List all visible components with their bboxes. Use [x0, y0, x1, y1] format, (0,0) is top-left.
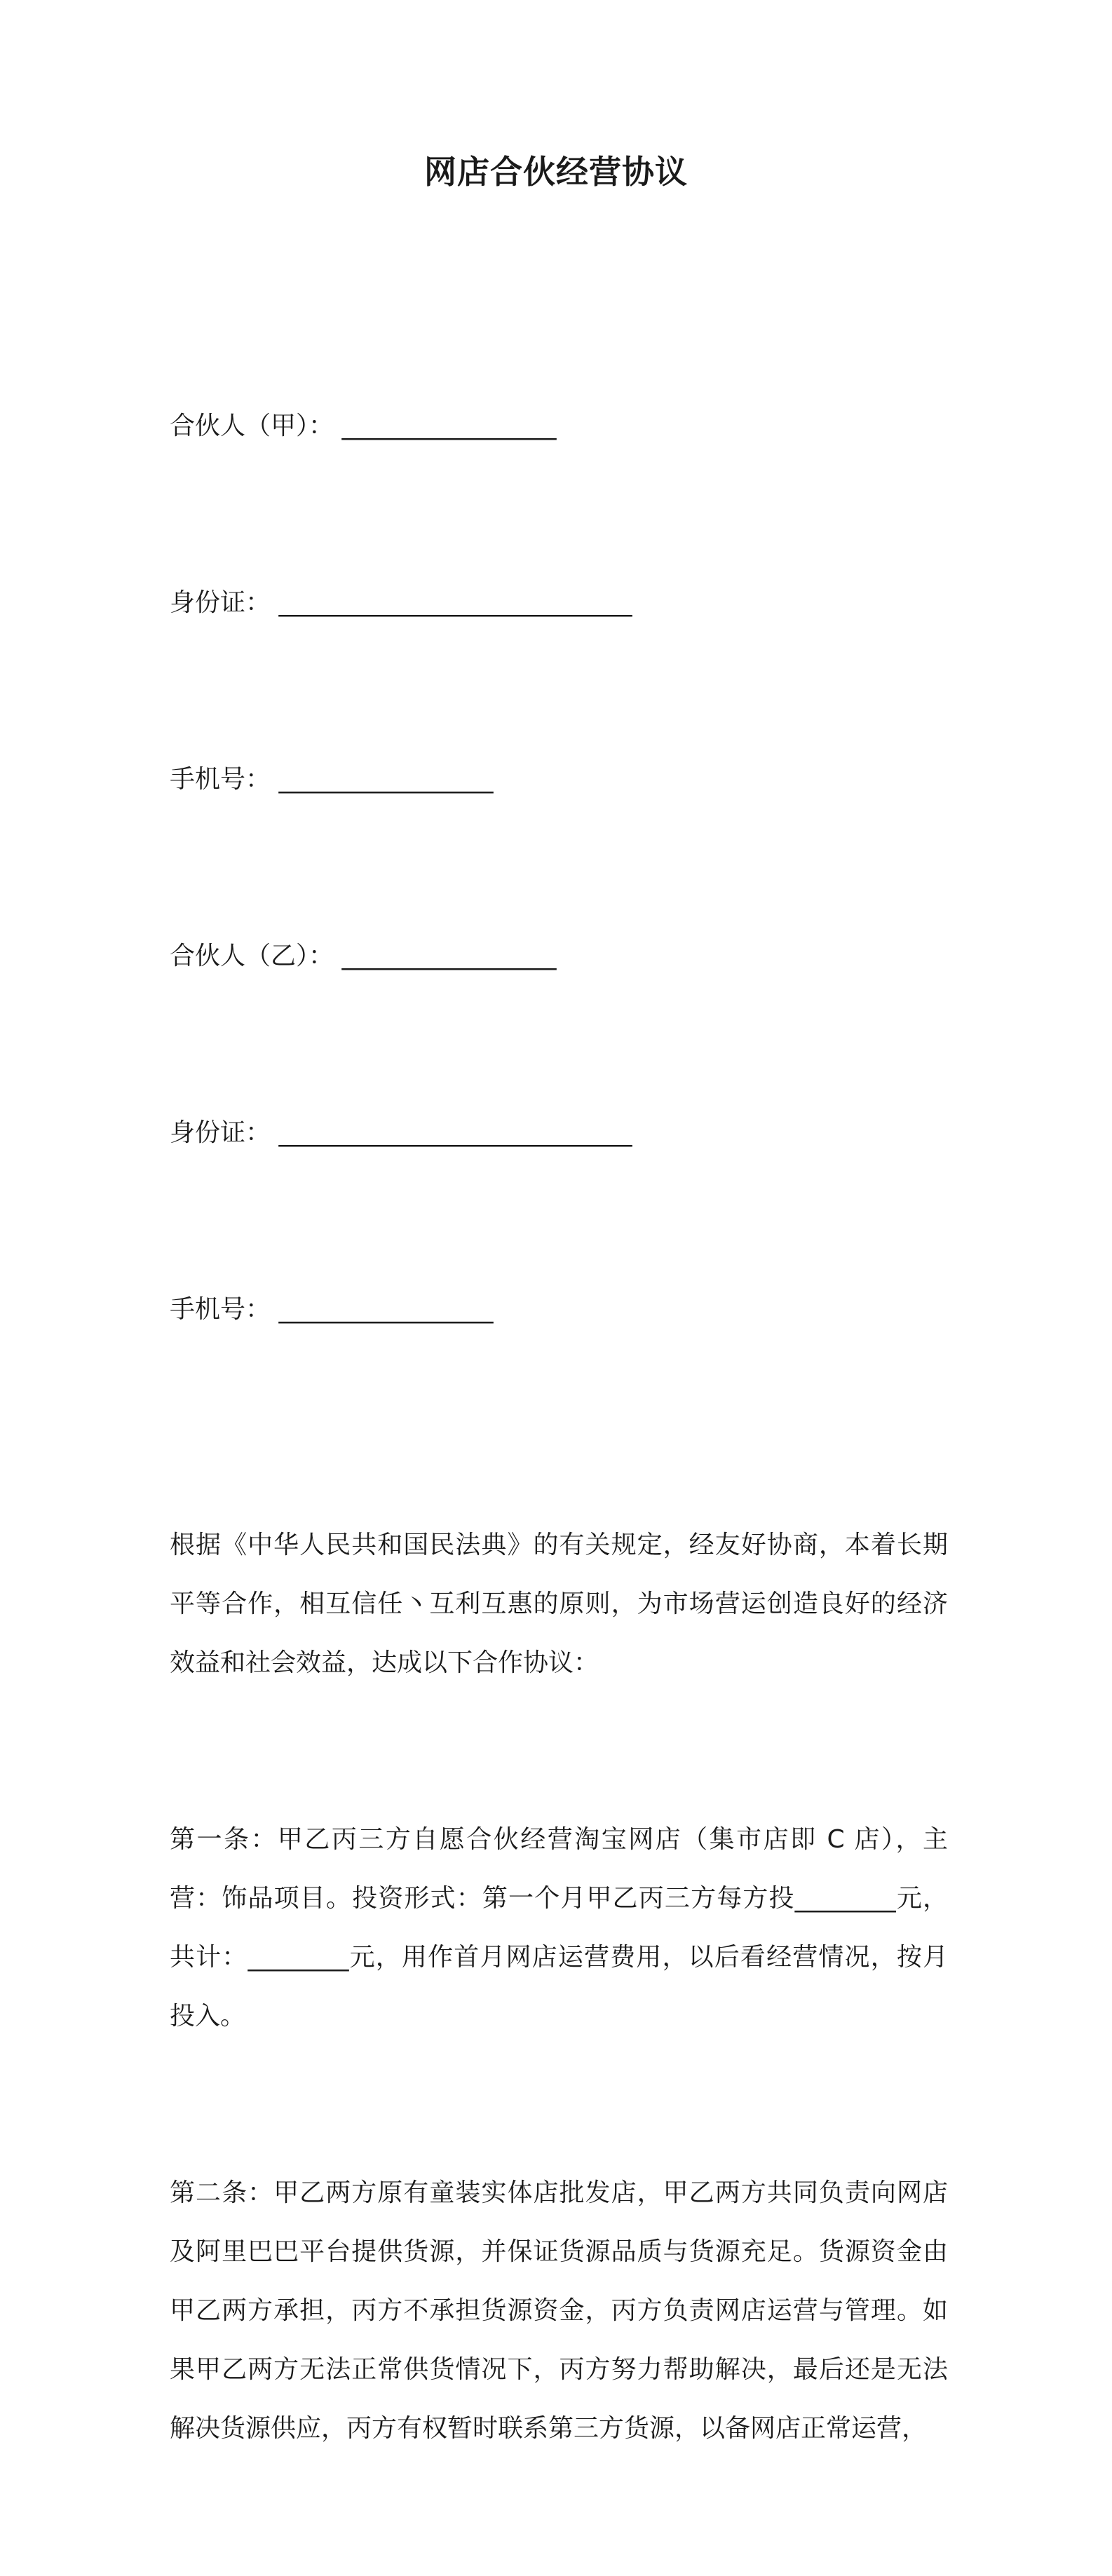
article-1-paragraph: 第一条：甲乙丙三方自愿合伙经营淘宝网店（集市店即 C 店），主营：饰品项目。投资形式：第一个月甲乙丙三方每方投________元，共计：________元，用作首月网店运营费用，以后看经营情况，按月投入。 [170, 1825, 948, 2031]
article-2-paragraph: 第二条：甲乙两方原有童装实体店批发店，甲乙两方共同负责向网店及阿里巴巴平台提供货源，并保证货源品质与货源充足。货源资金由甲乙两方承担，丙方不承担货源资金，丙方负责网店运营与管理。如果甲乙两方无法正常供货情况下，丙方努力帮助解决，最后还是无法解决货源供应，丙方有权暂时联系第三方货源，以备网店正常运营， [170, 2178, 948, 2443]
preamble-paragraph: 根据《中华人民共和国民法典》的有关规定，经友好协商，本着长期平等合作，相互信任丶互利互惠的原则，为市场营运创造良好的经济效益和社会效益，达成以下合作协议： [170, 1531, 948, 1677]
partner-a-name-field: 合伙人（甲）： _________________ [170, 412, 557, 440]
partner-b-name-field: 合伙人（乙）： _________________ [170, 942, 557, 970]
partner-b-id-field: 身份证： ____________________________ [170, 1118, 632, 1147]
document-body [170, 279, 948, 2576]
partner-b-phone-field: 手机号： _________________ [170, 1295, 494, 1324]
partner-a-id-field: 身份证： ____________________________ [170, 588, 632, 617]
document-title: 网店合伙经营协议 [424, 153, 688, 191]
partner-a-phone-field: 手机号： _________________ [170, 765, 494, 794]
